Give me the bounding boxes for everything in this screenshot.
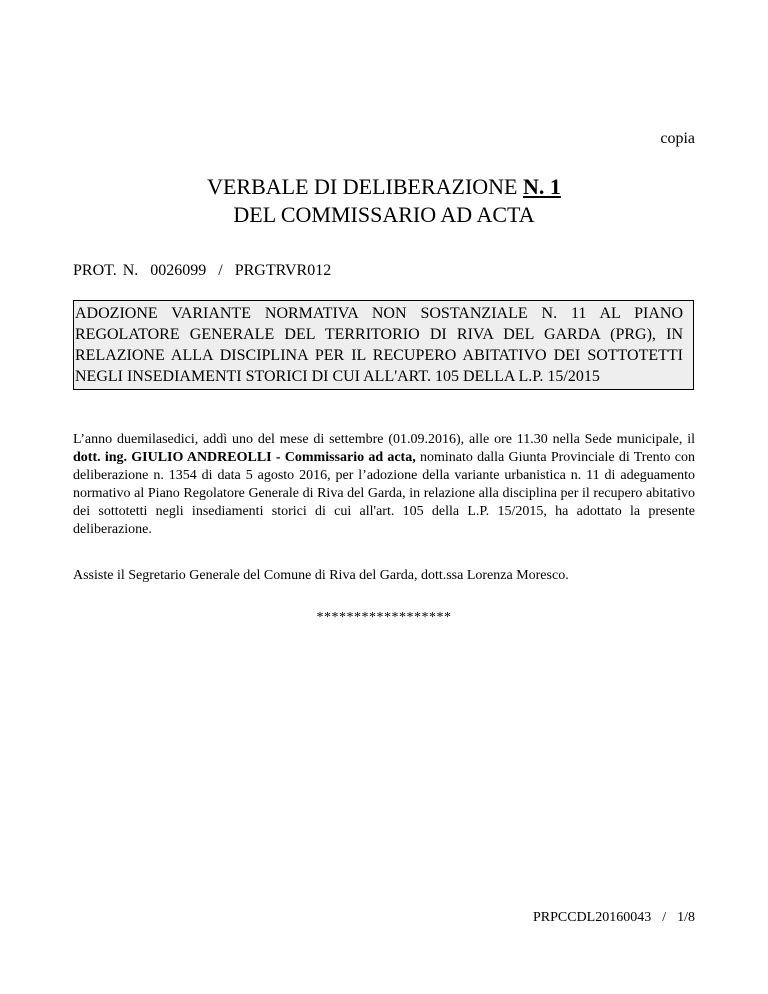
document-title [0, 173, 768, 229]
commissioner-name: dott. ing. GIULIO ANDREOLLI - Commissario ad acta, [73, 450, 416, 465]
body-paragraph [73, 431, 695, 539]
title-prefix: VERBALE DI DELIBERAZIONE [207, 174, 523, 199]
copy-label: copia [660, 130, 695, 147]
page-footer-code: PRPCCDL20160043 / 1/8 [532, 910, 695, 925]
title-line-2: DEL COMMISSARIO AD ACTA [233, 202, 535, 227]
protocol-number: PROT. N. 0026099 / PRGTRVR012 [73, 262, 332, 279]
deliberation-number: N. 1 [523, 174, 561, 199]
separator-stars: ****************** [316, 610, 452, 625]
assistance-paragraph: Assiste il Segretario Generale del Comune di Riva del Garda, dott.ssa Lorenza Moresco. [73, 568, 569, 583]
body-part-2: nominato dalla Giunta Provinciale di Trento con deliberazione n. 1354 di data 5 agosto 2016, per l’adozione della variante urbanistica n. 11 di adeguamento normativo al Piano Regolatore Generale di Riva del Garda, in relazione alla disciplina per il recupero abitativo dei sottotetti negli insediamenti storici di cui all'art. 105 della L.P. 15/2015, ha adottato la presente deliberazione. [73, 450, 695, 537]
title-line-1 [0, 173, 768, 201]
subject-box: ADOZIONE VARIANTE NORMATIVA NON SOSTANZIALE N. 11 AL PIANO REGOLATORE GENERALE DEL TERRITORIO DI RIVA DEL GARDA (PRG), IN RELAZIONE ALLA DISCIPLINA PER IL RECUPERO ABITATIVO DEI SOTTOTETTI NEGLI INSEDIAMENTI STORICI DI CUI ALL'ART. 105 DELLA L.P. 15/2015 [73, 300, 694, 390]
body-part-1: L’anno duemilasedici, addì uno del mese di settembre (01.09.2016), alle ore 11.30 nella Sede municipale, il [73, 432, 695, 447]
